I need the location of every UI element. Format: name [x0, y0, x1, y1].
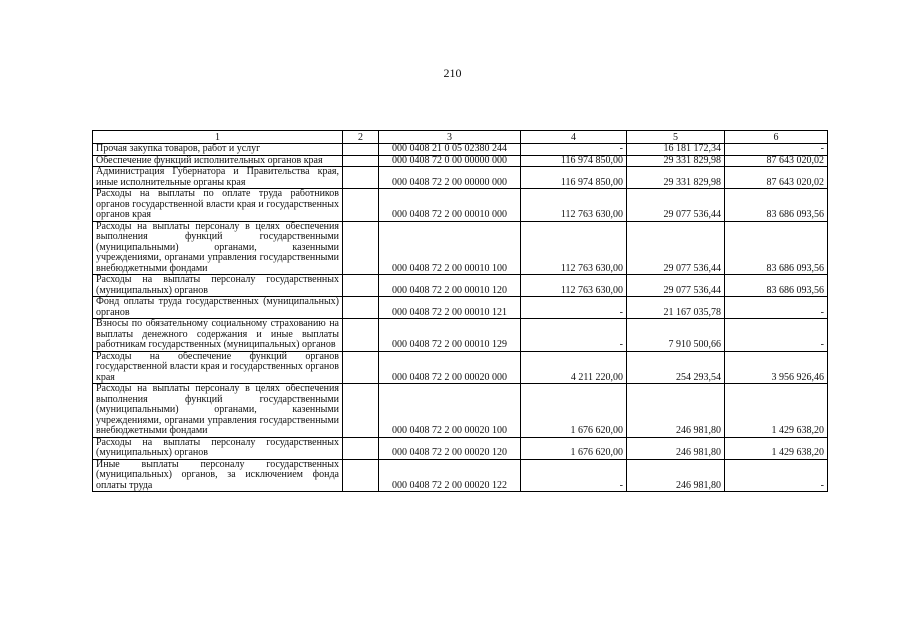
row-code: 000 0408 72 2 00 00020 000 — [379, 351, 521, 384]
row-code: 000 0408 72 2 00 00010 100 — [379, 221, 521, 275]
row-value-6: - — [725, 459, 828, 492]
row-code: 000 0408 72 2 00 00020 120 — [379, 437, 521, 459]
row-name: Расходы на выплаты по оплате труда работников органов государственной власти края и государственных органов края — [93, 189, 343, 222]
table-row — [93, 189, 828, 222]
row-value-6: - — [725, 297, 828, 319]
row-value-5: 246 981,80 — [627, 437, 725, 459]
table-row — [93, 459, 828, 492]
row-value-6: 1 429 638,20 — [725, 437, 828, 459]
row-value-4: 1 676 620,00 — [521, 384, 627, 438]
row-name: Иные выплаты персоналу государственных (муниципальных) органов, за исключением фонда оплаты труда — [93, 459, 343, 492]
col-header-4: 4 — [521, 131, 627, 144]
row-value-6: 1 429 638,20 — [725, 384, 828, 438]
row-code: 000 0408 72 2 00 00020 122 — [379, 459, 521, 492]
row-value-4: - — [521, 297, 627, 319]
row-code: 000 0408 72 2 00 00020 100 — [379, 384, 521, 438]
row-value-5: 29 077 536,44 — [627, 221, 725, 275]
row-value-4: 112 763 630,00 — [521, 275, 627, 297]
budget-table — [92, 130, 828, 492]
row-name: Фонд оплаты труда государственных (муниципальных) органов — [93, 297, 343, 319]
row-value-4: 1 676 620,00 — [521, 437, 627, 459]
row-value-4: 112 763 630,00 — [521, 189, 627, 222]
row-col2 — [343, 189, 379, 222]
row-name: Расходы на выплаты персоналу государственных (муниципальных) органов — [93, 275, 343, 297]
col-header-6: 6 — [725, 131, 828, 144]
row-code: 000 0408 72 2 00 00000 000 — [379, 167, 521, 189]
row-name: Администрация Губернатора и Правительства края, иные исполнительные органы края — [93, 167, 343, 189]
table-row — [93, 437, 828, 459]
row-col2 — [343, 297, 379, 319]
row-col2 — [343, 155, 379, 167]
row-value-4: - — [521, 319, 627, 352]
row-col2 — [343, 437, 379, 459]
row-col2 — [343, 319, 379, 352]
row-name: Прочая закупка товаров, работ и услуг — [93, 144, 343, 156]
table-row — [93, 275, 828, 297]
row-value-4: 116 974 850,00 — [521, 167, 627, 189]
row-name: Взносы по обязательному социальному страхованию на выплаты денежного содержания и иные выплаты работникам государственных (муниципальных) органов — [93, 319, 343, 352]
table-row — [93, 351, 828, 384]
row-name: Обеспечение функций исполнительных органов края — [93, 155, 343, 167]
table-row — [93, 319, 828, 352]
table-row — [93, 297, 828, 319]
row-value-4: - — [521, 459, 627, 492]
table-row — [93, 155, 828, 167]
row-col2 — [343, 221, 379, 275]
row-name: Расходы на выплаты персоналу государственных (муниципальных) органов — [93, 437, 343, 459]
row-value-5: 29 077 536,44 — [627, 275, 725, 297]
row-value-4: - — [521, 144, 627, 156]
row-col2 — [343, 384, 379, 438]
row-name: Расходы на выплаты персоналу в целях обеспечения выполнения функций государственными (муниципальными) органами, казенными учреждениями, органами управления государственными внебюджетными фондами — [93, 221, 343, 275]
row-value-6: 83 686 093,56 — [725, 275, 828, 297]
col-header-2: 2 — [343, 131, 379, 144]
col-header-5: 5 — [627, 131, 725, 144]
row-col2 — [343, 167, 379, 189]
table-row — [93, 144, 828, 156]
row-value-4: 4 211 220,00 — [521, 351, 627, 384]
row-value-5: 29 077 536,44 — [627, 189, 725, 222]
row-value-5: 246 981,80 — [627, 384, 725, 438]
table-row — [93, 221, 828, 275]
row-name: Расходы на обеспечение функций органов государственной власти края и государственных органов края — [93, 351, 343, 384]
row-col2 — [343, 459, 379, 492]
page-number: 210 — [443, 66, 462, 80]
row-name: Расходы на выплаты персоналу в целях обеспечения выполнения функций государственными (муниципальными) органами, казенными учреждениями, органами управления государственными внебюджетными фондами — [93, 384, 343, 438]
row-value-5: 7 910 500,66 — [627, 319, 725, 352]
row-code: 000 0408 72 2 00 00010 120 — [379, 275, 521, 297]
row-value-6: - — [725, 144, 828, 156]
row-code: 000 0408 21 0 05 02380 244 — [379, 144, 521, 156]
row-col2 — [343, 351, 379, 384]
row-col2 — [343, 275, 379, 297]
row-value-6: - — [725, 319, 828, 352]
row-code: 000 0408 72 0 00 00000 000 — [379, 155, 521, 167]
row-code: 000 0408 72 2 00 00010 121 — [379, 297, 521, 319]
row-value-6: 83 686 093,56 — [725, 221, 828, 275]
row-value-4: 112 763 630,00 — [521, 221, 627, 275]
row-value-6: 83 686 093,56 — [725, 189, 828, 222]
table-row — [93, 167, 828, 189]
col-header-1: 1 — [93, 131, 343, 144]
row-value-5: 21 167 035,78 — [627, 297, 725, 319]
row-value-4: 116 974 850,00 — [521, 155, 627, 167]
row-value-6: 87 643 020,02 — [725, 167, 828, 189]
row-col2 — [343, 144, 379, 156]
row-value-5: 254 293,54 — [627, 351, 725, 384]
row-value-5: 29 331 829,98 — [627, 167, 725, 189]
table-row — [93, 384, 828, 438]
row-value-5: 16 181 172,34 — [627, 144, 725, 156]
col-header-3: 3 — [379, 131, 521, 144]
row-code: 000 0408 72 2 00 00010 000 — [379, 189, 521, 222]
row-value-6: 3 956 926,46 — [725, 351, 828, 384]
row-value-6: 87 643 020,02 — [725, 155, 828, 167]
row-code: 000 0408 72 2 00 00010 129 — [379, 319, 521, 352]
row-value-5: 29 331 829,98 — [627, 155, 725, 167]
table-header-row — [93, 131, 828, 144]
row-value-5: 246 981,80 — [627, 459, 725, 492]
